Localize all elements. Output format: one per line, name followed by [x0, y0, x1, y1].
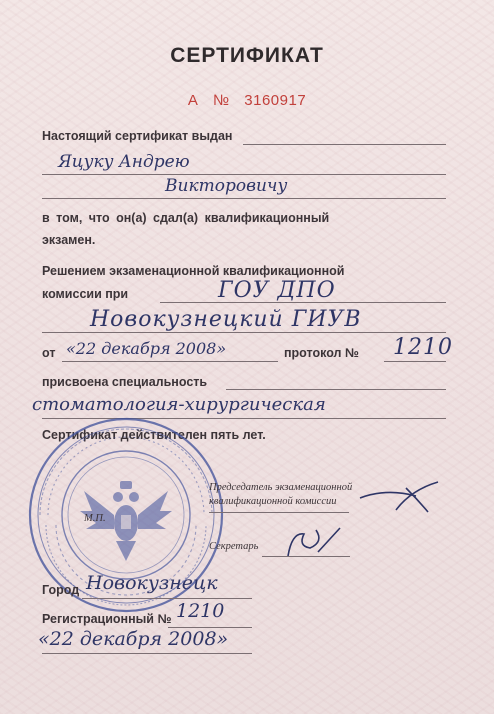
registration-number: 1210 — [176, 600, 225, 622]
secretary-signature — [280, 522, 350, 566]
institution-line-1: ГОУ ДПО — [218, 278, 336, 303]
city-label: Город — [42, 583, 80, 597]
commission-text-2: комиссии при — [42, 287, 129, 301]
institution-line-1-rule — [160, 302, 446, 303]
specialty-label: присвоена специальность — [42, 375, 208, 389]
exam-date-rule — [62, 361, 278, 362]
recipient-line-1-rule — [42, 174, 446, 175]
institution-line-2: Новокузнецкий ГИУВ — [90, 307, 362, 332]
certificate-title: СЕРТИФИКАТ — [170, 44, 324, 67]
registration-label: Регистрационный № — [42, 612, 172, 626]
issue-date: «22 декабря 2008» — [38, 628, 229, 650]
recipient-line-2-rule — [42, 198, 446, 199]
chairman-label-2: квалификационной комиссии — [209, 496, 337, 507]
certificate-number: 3160917 — [244, 92, 307, 109]
city-rule — [82, 598, 252, 599]
secretary-rule — [262, 556, 350, 557]
protocol-number: 1210 — [393, 335, 453, 360]
passed-exam-text-2: экзамен. — [42, 233, 96, 247]
issued-to-label: Настоящий сертификат выдан — [42, 129, 233, 143]
issued-to-line — [243, 144, 446, 145]
date-prefix: от — [42, 346, 56, 360]
specialty-label-rule — [226, 389, 446, 390]
chairman-label-1: Председатель экзаменационной — [209, 482, 353, 493]
secretary-label: Секретарь — [209, 541, 259, 552]
validity-text: Сертификат действителен пять лет. — [42, 428, 266, 442]
institution-line-2-rule — [42, 332, 446, 333]
recipient-line-2: Викторовичу — [165, 176, 288, 196]
recipient-line-1: Яцуку Андрею — [58, 152, 190, 172]
city-value: Новокузнецк — [86, 572, 218, 594]
protocol-label: протокол № — [284, 346, 359, 360]
exam-date: «22 декабря 2008» — [66, 339, 227, 358]
issue-date-rule — [42, 653, 252, 654]
serial-number — [0, 92, 494, 109]
commission-text-1: Решением экзаменационной квалификационной — [42, 264, 345, 278]
chairman-rule — [209, 512, 349, 513]
protocol-number-rule — [384, 361, 446, 362]
number-sign: № — [213, 92, 230, 109]
chairman-signature — [356, 478, 446, 518]
seal-place-label: М.П. — [84, 513, 106, 524]
specialty-value: стоматология-хирургическая — [32, 394, 326, 415]
serial-series: А — [187, 92, 199, 109]
passed-exam-text-1: в том, что он(а) сдал(а) квалификационный — [42, 211, 330, 225]
